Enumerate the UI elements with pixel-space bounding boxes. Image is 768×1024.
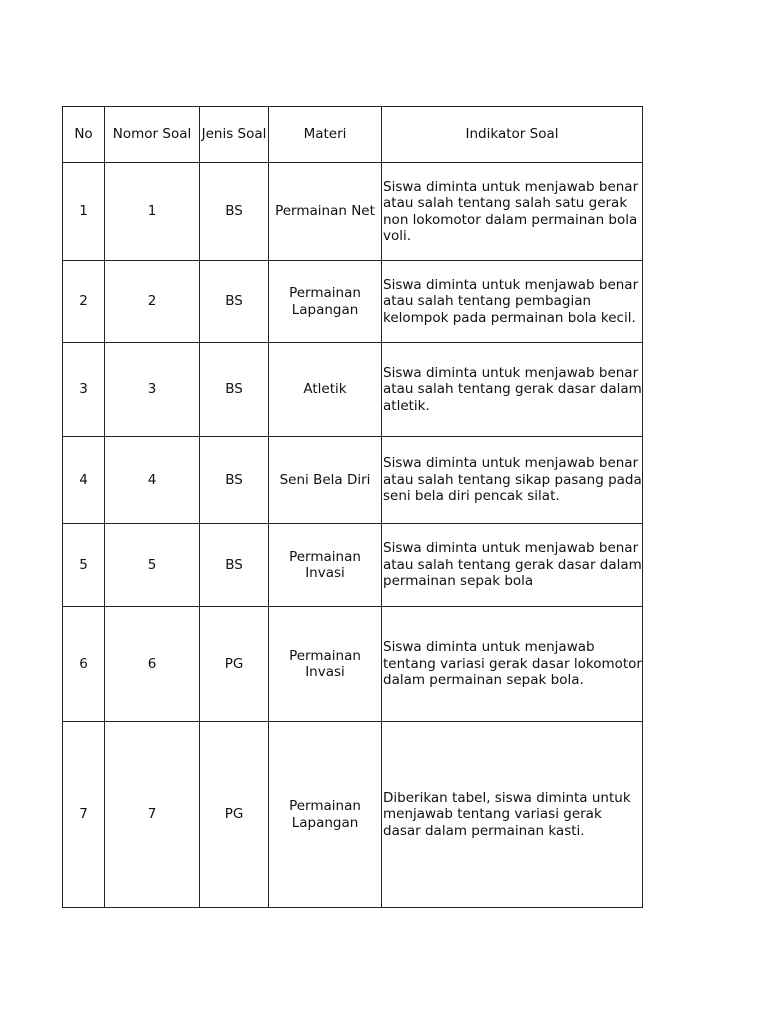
cell-indikator-soal: Siswa diminta untuk menjawab benar atau salah tentang salah satu gerak non lokomotor dalam permainan bola voli. — [382, 163, 643, 261]
cell-jenis-soal: PG — [200, 607, 269, 722]
header-indikator-soal: Indikator Soal — [382, 107, 643, 163]
header-nomor-soal: Nomor Soal — [105, 107, 200, 163]
cell-jenis-soal: BS — [200, 261, 269, 343]
header-jenis-soal: Jenis Soal — [200, 107, 269, 163]
cell-indikator-soal: Siswa diminta untuk menjawab tentang variasi gerak dasar lokomotor dalam permainan sepak bola. — [382, 607, 643, 722]
cell-indikator-soal: Siswa diminta untuk menjawab benar atau salah tentang gerak dasar dalam atletik. — [382, 343, 643, 437]
cell-jenis-soal: PG — [200, 722, 269, 908]
cell-nomor-soal: 5 — [105, 524, 200, 607]
cell-nomor-soal: 7 — [105, 722, 200, 908]
table-row — [63, 722, 643, 908]
cell-materi: Permainan Lapangan — [269, 261, 382, 343]
cell-materi: Atletik — [269, 343, 382, 437]
cell-materi: Permainan Invasi — [269, 524, 382, 607]
cell-jenis-soal: BS — [200, 163, 269, 261]
cell-nomor-soal: 6 — [105, 607, 200, 722]
cell-jenis-soal: BS — [200, 437, 269, 524]
cell-materi: Permainan Net — [269, 163, 382, 261]
cell-nomor-soal: 4 — [105, 437, 200, 524]
cell-no: 6 — [63, 607, 105, 722]
cell-jenis-soal: BS — [200, 524, 269, 607]
header-row — [63, 107, 643, 163]
table-row — [63, 437, 643, 524]
cell-no: 5 — [63, 524, 105, 607]
cell-materi: Permainan Invasi — [269, 607, 382, 722]
cell-nomor-soal: 3 — [105, 343, 200, 437]
cell-materi: Seni Bela Diri — [269, 437, 382, 524]
table-row — [63, 163, 643, 261]
cell-no: 4 — [63, 437, 105, 524]
table-row — [63, 261, 643, 343]
cell-no: 3 — [63, 343, 105, 437]
cell-materi: Permainan Lapangan — [269, 722, 382, 908]
question-grid-table — [62, 106, 643, 908]
cell-indikator-soal: Siswa diminta untuk menjawab benar atau salah tentang pembagian kelompok pada permainan bola kecil. — [382, 261, 643, 343]
cell-no: 1 — [63, 163, 105, 261]
cell-no: 7 — [63, 722, 105, 908]
table-row — [63, 607, 643, 722]
cell-no: 2 — [63, 261, 105, 343]
cell-nomor-soal: 2 — [105, 261, 200, 343]
cell-nomor-soal: 1 — [105, 163, 200, 261]
cell-jenis-soal: BS — [200, 343, 269, 437]
cell-indikator-soal: Diberikan tabel, siswa diminta untuk menjawab tentang variasi gerak dasar dalam permainan kasti. — [382, 722, 643, 908]
table-row — [63, 524, 643, 607]
header-materi: Materi — [269, 107, 382, 163]
table-row — [63, 343, 643, 437]
header-no: No — [63, 107, 105, 163]
cell-indikator-soal: Siswa diminta untuk menjawab benar atau salah tentang gerak dasar dalam permainan sepak bola — [382, 524, 643, 607]
cell-indikator-soal: Siswa diminta untuk menjawab benar atau salah tentang sikap pasang pada seni bela diri pencak silat. — [382, 437, 643, 524]
